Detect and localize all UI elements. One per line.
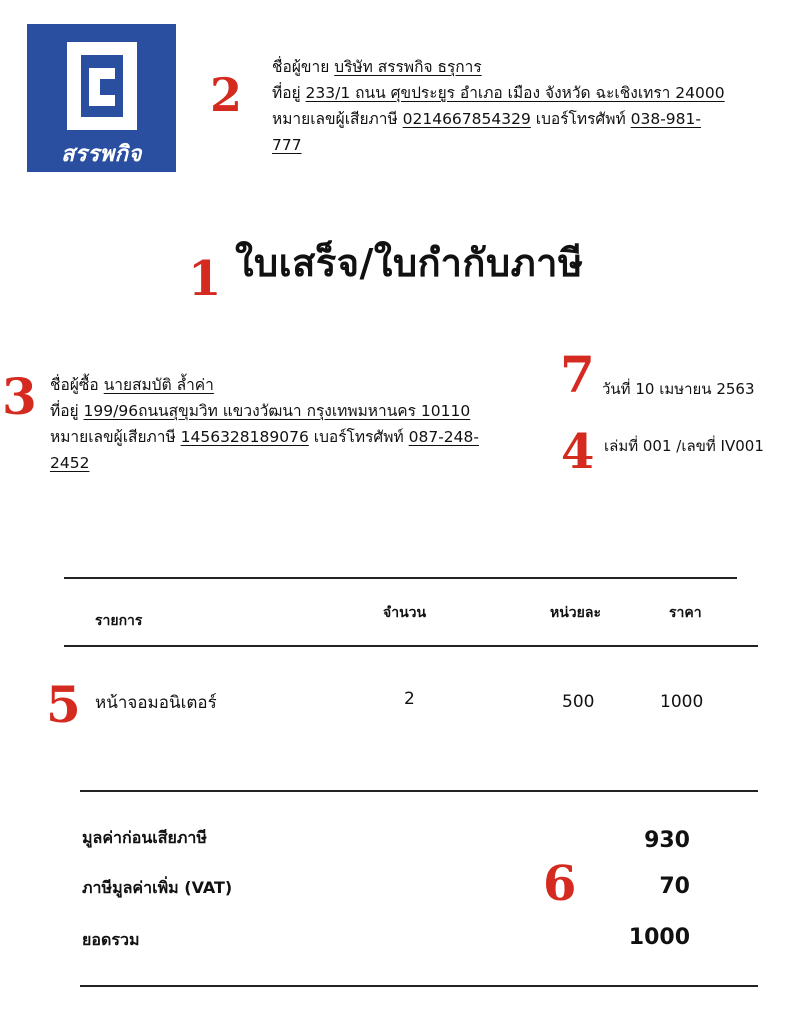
seller-info (272, 54, 787, 158)
summary-bottom-rule (80, 985, 758, 987)
seller-name-line (272, 54, 787, 80)
buyer-name-line (50, 372, 550, 398)
table-cell-qty: 2 (404, 689, 415, 709)
buyer-phone-label: เบอร์โทรศัพท์ (313, 428, 404, 446)
buyer-info (50, 372, 550, 476)
buyer-name-value: นายสมบัติ ล้ำค่า (103, 376, 214, 394)
buyer-address-line (50, 398, 550, 424)
marker-1: 1 (188, 251, 222, 307)
table-cell-price: 1000 (660, 692, 704, 712)
table-cell-unit-price: 500 (562, 692, 595, 712)
logo-text: สรรพกิจ (61, 142, 142, 167)
buyer-tax-line (50, 424, 550, 450)
table-header-rule (64, 645, 758, 647)
invoice-book-number: เล่มที่ 001 /เลขที่ IV001 (604, 437, 764, 455)
buyer-name-label: ชื่อผู้ซื้อ (50, 376, 99, 394)
seller-phone-value-part2: 777 (272, 136, 302, 154)
buyer-phone-line2 (50, 450, 550, 476)
buyer-phone-value-part2: 2452 (50, 454, 90, 472)
subtotal-label: มูลค่าก่อนเสียภาษี (82, 828, 207, 847)
column-header-price: ราคา (669, 605, 702, 621)
vat-value: 70 (659, 874, 690, 899)
seller-address-line (272, 80, 787, 106)
buyer-address-label: ที่อยู่ (50, 402, 79, 420)
seller-address-label: ที่อยู่ (272, 84, 301, 102)
buyer-address-value: 199/96ถนนสุขุมวิท แขวงวัฒนา กรุงเทพมหานคร 10110 (83, 402, 471, 420)
marker-2: 2 (210, 68, 243, 122)
seller-phone-label: เบอร์โทรศัพท์ (535, 110, 626, 128)
company-logo (27, 24, 176, 172)
seller-tax-line (272, 106, 787, 132)
column-header-unit-price: หน่วยละ (550, 605, 601, 621)
subtotal-value: 930 (644, 828, 690, 853)
total-value: 1000 (628, 925, 690, 950)
marker-6: 6 (543, 856, 577, 912)
total-label: ยอดรวม (82, 930, 140, 949)
vat-label: ภาษีมูลค่าเพิ่ม (VAT) (82, 878, 233, 897)
table-bottom-rule (80, 790, 758, 792)
column-header-item: รายการ (95, 613, 143, 629)
table-cell-item: หน้าจอมอนิเตอร์ (95, 693, 217, 713)
column-header-qty: จำนวน (383, 605, 427, 621)
seller-address-value: 233/1 ถนน ศุขประยูร อำเภอ เมือง จังหวัด ฉะเชิงเทรา 24000 (305, 84, 725, 102)
document-title: ใบเสร็จ/ใบกำกับภาษี (235, 241, 584, 285)
buyer-phone-value-part1: 087-248- (408, 428, 479, 446)
logo-glyph-icon (27, 24, 176, 136)
table-top-rule (64, 577, 737, 579)
marker-5: 5 (46, 675, 81, 734)
seller-phone-line2 (272, 132, 787, 158)
marker-3: 3 (2, 367, 37, 426)
seller-tax-value: 0214667854329 (402, 110, 531, 128)
marker-4: 4 (561, 424, 595, 480)
seller-name-label: ชื่อผู้ขาย (272, 58, 330, 76)
buyer-tax-value: 1456328189076 (180, 428, 309, 446)
marker-7: 7 (560, 345, 595, 404)
seller-phone-value-part1: 038-981- (630, 110, 701, 128)
seller-tax-label: หมายเลขผู้เสียภาษี (272, 110, 398, 128)
buyer-tax-label: หมายเลขผู้เสียภาษี (50, 428, 176, 446)
seller-name-value: บริษัท สรรพกิจ ธรุการ (334, 58, 482, 76)
invoice-date: วันที่ 10 เมษายน 2563 (602, 380, 755, 398)
